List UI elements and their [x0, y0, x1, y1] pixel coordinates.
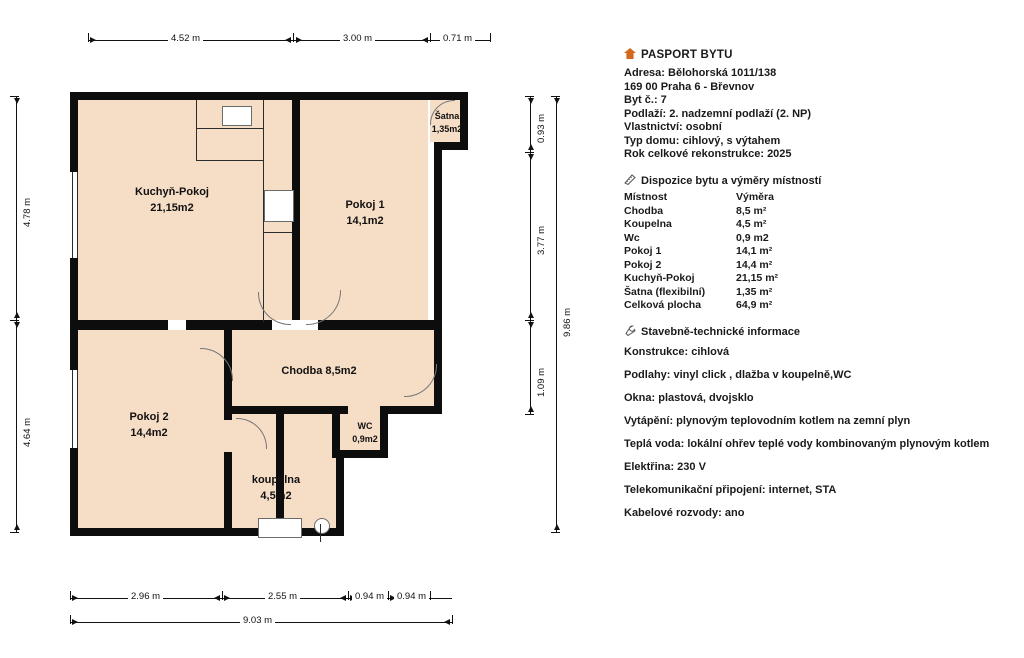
document-title: PASPORT BYTU — [641, 49, 733, 61]
info-panel — [624, 48, 1020, 530]
tech-section — [624, 325, 1020, 519]
kitchen-counter-box1 — [196, 128, 264, 129]
dim-top-2: 3.00 m — [340, 33, 375, 44]
unit-number: Byt č.: 7 — [624, 94, 667, 106]
table-row — [624, 286, 1020, 298]
wall-bottom-right — [336, 450, 344, 536]
wall-right-lower2 — [380, 406, 442, 414]
ownership-info: Vlastnictví: osobní — [624, 121, 722, 133]
table-row — [624, 218, 1020, 230]
tech-section-title-row — [624, 325, 1020, 338]
kitchen-counter-horz — [196, 160, 264, 161]
dim-left-2: 4.64 m — [22, 415, 33, 450]
table-row — [624, 272, 1020, 284]
tech-item-telecom: Telekomunikační připojení: internet, STA — [624, 484, 837, 496]
table-row-total — [624, 299, 1020, 311]
dim-bottom-total: 9.03 m — [240, 615, 275, 626]
tech-item-heating: Vytápění: plynovým teplovodním kotlem na zemní plyn — [624, 415, 911, 427]
dim-left-1: 4.78 m — [22, 195, 33, 230]
house-icon — [624, 48, 636, 59]
dim-right-2: 3.77 m — [536, 223, 547, 258]
wall-left-lower — [70, 448, 78, 536]
col-header-room: Místnost — [624, 191, 668, 203]
address-line-1: Adresa: Bělohorská 1011/138 — [624, 67, 777, 79]
wall-satna-bottom — [434, 142, 468, 150]
tech-section-title: Stavebně-technické informace — [641, 326, 800, 338]
row-name: Pokoj 2 — [624, 258, 662, 271]
wall-inner-wc-left — [332, 410, 340, 458]
kitchen-sink — [222, 106, 252, 126]
col-header-area: Výměra — [736, 191, 774, 203]
tech-item-floors: Podlahy: vinyl click , dlažba v koupelně,WC — [624, 369, 852, 381]
areas-section-title-row — [624, 174, 1020, 187]
dim-bottom-2: 2.55 m — [265, 591, 300, 602]
dim-right-total: 9.86 m — [562, 305, 573, 340]
table-row — [624, 232, 1020, 244]
wall-inner-upper-bottom-c — [318, 320, 440, 330]
row-area: 8,5 m² — [736, 204, 767, 217]
label-chodba: Chodba 8,5m2 — [281, 365, 357, 377]
window-left-1 — [72, 172, 78, 258]
dim-top-3: 0.71 m — [440, 33, 475, 44]
label-pokoj-1: Pokoj 1 14,1m2 — [345, 199, 385, 227]
row-area: 14,1 m² — [736, 245, 773, 257]
areas-section — [624, 174, 1020, 311]
row-area: 14,4 m² — [736, 258, 773, 271]
wall-top — [70, 92, 468, 100]
table-row — [624, 205, 1020, 217]
wall-inner-koupelna-right — [276, 410, 284, 534]
kitchen-divider — [264, 232, 292, 233]
dim-bottom-3: 0.94 m — [352, 591, 387, 602]
tech-item-construction: Konstrukce: cihlová — [624, 346, 730, 358]
kitchen-hob — [264, 190, 294, 222]
tech-item-windows: Okna: plastová, dvojsklo — [624, 392, 754, 404]
row-name: Pokoj 1 — [624, 245, 662, 257]
document-title-row — [624, 48, 1020, 61]
dim-right-1: 0.93 m — [536, 111, 547, 146]
ruler-icon — [624, 174, 636, 185]
areas-table-header — [624, 191, 1020, 203]
wall-left-upper — [70, 92, 78, 172]
row-area: 4,5 m² — [736, 218, 767, 230]
tech-item-cable: Kabelové rozvody: ano — [624, 507, 745, 519]
label-koupelna: koupelna 4,5m2 — [251, 474, 301, 502]
wrench-icon — [624, 325, 636, 336]
row-name: Šatna (flexibilní) — [624, 285, 706, 298]
wall-bottom-left — [70, 528, 230, 536]
row-area: 64,9 m² — [736, 299, 773, 311]
tech-item-electricity: Elektřina: 230 V — [624, 461, 706, 473]
label-satna: Šatna 1,35m2 — [431, 111, 463, 135]
dim-top-1: 4.52 m — [168, 33, 203, 44]
row-name: Celková plocha — [624, 299, 702, 311]
row-area: 0,9 m2 — [736, 231, 769, 244]
label-wc: WC 0,9m2 — [352, 421, 378, 445]
areas-section-title: Dispozice bytu a výměry místností — [641, 175, 822, 187]
label-kuchyn-pokoj: Kuchyň-Pokoj 21,15m2 — [135, 186, 209, 214]
row-area: 1,35 m² — [736, 285, 773, 298]
row-name: Kuchyň-Pokoj — [624, 272, 695, 284]
tech-item-hot-water: Teplá voda: lokální ohřev teplé vody kombinovaným plynovým kotlem — [624, 438, 990, 450]
address-line-2: 169 00 Praha 6 - Břevnov — [624, 80, 755, 93]
label-pokoj-2: Pokoj 2 14,4m2 — [129, 411, 169, 439]
wall-left-mid — [70, 258, 78, 370]
table-row — [624, 259, 1020, 271]
areas-table — [624, 191, 1020, 311]
dim-bottom-4: 0.94 m — [394, 591, 429, 602]
window-left-2 — [72, 370, 78, 448]
renovation-year: Rok celkové rekonstrukce: 2025 — [624, 148, 792, 160]
dim-bottom-1: 2.96 m — [128, 591, 163, 602]
building-type: Typ domu: cihlový, s výtahem — [624, 134, 781, 147]
floor-info: Podlaží: 2. nadzemní podlaží (2. NP) — [624, 107, 812, 120]
wall-inner-chodba-bottom — [224, 406, 348, 414]
row-name: Wc — [624, 231, 640, 244]
table-row — [624, 245, 1020, 257]
wall-inner-upper-bottom-a — [70, 320, 168, 330]
row-name: Chodba — [624, 204, 664, 217]
wall-inner-upper-bottom-b — [186, 320, 272, 330]
kitchen-counter-top — [196, 100, 197, 160]
row-name: Koupelna — [624, 218, 672, 230]
row-area: 21,15 m² — [736, 272, 779, 284]
dim-right-3: 1.09 m — [536, 365, 547, 400]
wall-inner-wc-bottom — [332, 452, 388, 458]
bathtub — [258, 518, 302, 538]
bath-pipe — [320, 524, 321, 542]
toilet — [314, 518, 330, 534]
